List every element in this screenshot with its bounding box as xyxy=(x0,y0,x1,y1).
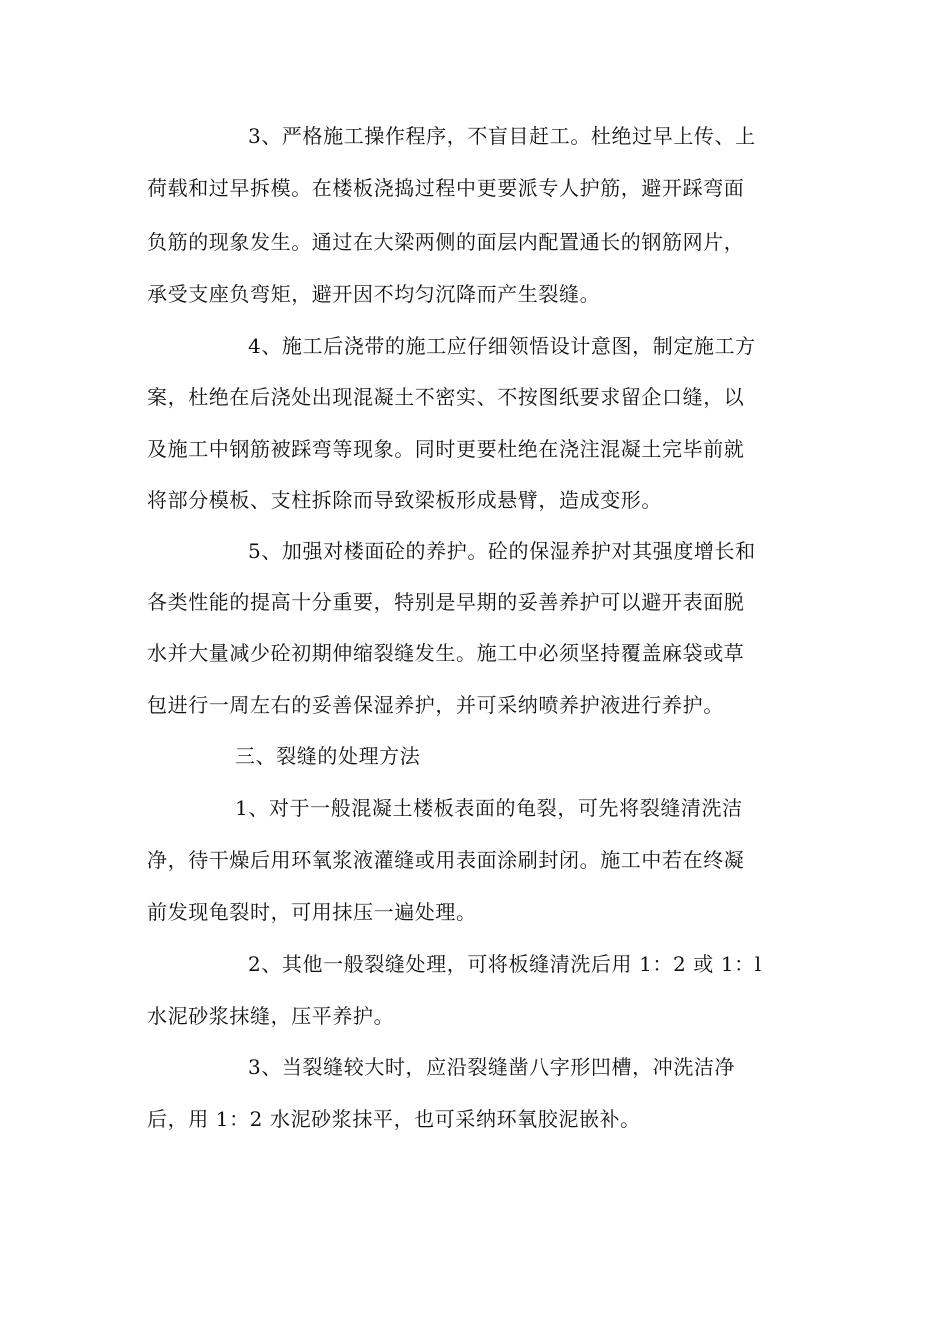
text-line: 荷载和过早拆模。在楼板浇捣过程中更要派专人护筋，避开踩弯面 xyxy=(147,176,745,200)
text-line: 包进行一周左右的妥善保湿养护，并可采纳喷养护液进行养护。 xyxy=(147,693,724,717)
text-line: 3、当裂缝较大时，应沿裂缝凿八字形凹槽，冲洗洁净 xyxy=(248,1055,736,1079)
text-line: 3、严格施工操作程序，不盲目赶工。杜绝过早上传、上 xyxy=(248,124,756,148)
text-line: 水泥砂浆抹缝，压平养护。 xyxy=(147,1004,395,1028)
text-line: 后，用 1：2 水泥砂浆抹平，也可采纳环氧胶泥嵌补。 xyxy=(147,1107,641,1131)
text-line: 承受支座负弯矩，避开因不均匀沉降而产生裂缝。 xyxy=(147,282,601,306)
text-line: 及施工中钢筋被踩弯等现象。同时更要杜绝在浇注混凝土完毕前就 xyxy=(147,437,745,461)
text-line: 5、加强对楼面砼的养护。砼的保湿养护对其强度增长和 xyxy=(248,539,756,563)
text-line: 水并大量减少砼初期伸缩裂缝发生。施工中必须坚持覆盖麻袋或草 xyxy=(147,641,745,665)
text-line: 前发现龟裂时，可用抹压一遍处理。 xyxy=(147,900,477,924)
text-line: 净，待干燥后用环氧浆液灌缝或用表面涂刷封闭。施工中若在终凝 xyxy=(147,848,745,872)
text-line: 4、施工后浇带的施工应仔细领悟设计意图，制定施工方 xyxy=(248,334,756,358)
text-line: 案，杜绝在后浇处出现混凝土不密实、不按图纸要求留企口缝，以 xyxy=(147,385,745,409)
text-line: 1、对于一般混凝土楼板表面的龟裂，可先将裂缝清洗洁 xyxy=(235,796,743,820)
text-line: 负筋的现象发生。通过在大梁两侧的面层内配置通长的钢筋网片， xyxy=(147,230,745,254)
text-line: 2、其他一般裂缝处理，可将板缝清洗后用 1：2 或 1：l xyxy=(248,952,762,976)
section-heading: 三、裂缝的处理方法 xyxy=(235,744,421,768)
text-line: 将部分模板、支柱拆除而导致梁板形成悬臂，造成变形。 xyxy=(147,488,662,512)
text-line: 各类性能的提高十分重要，特别是早期的妥善养护可以避开表面脱 xyxy=(147,590,745,614)
